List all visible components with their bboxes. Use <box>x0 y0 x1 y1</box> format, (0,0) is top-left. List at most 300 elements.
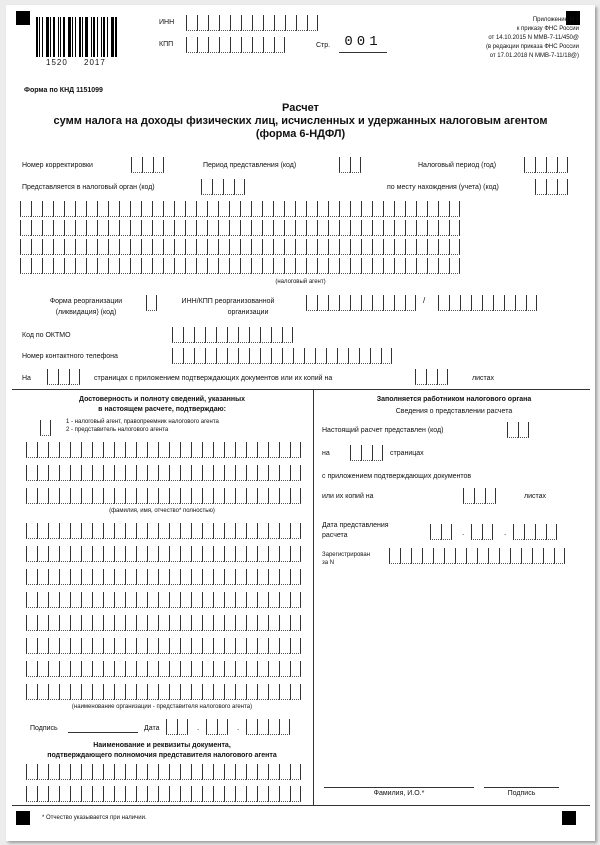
input-cell[interactable] <box>216 327 227 343</box>
input-cell[interactable] <box>213 546 224 562</box>
input-cell[interactable] <box>257 465 268 481</box>
doc-row[interactable] <box>26 764 301 780</box>
input-cell[interactable] <box>37 764 48 780</box>
period-cells[interactable] <box>339 157 361 173</box>
input-cell[interactable] <box>48 523 59 539</box>
input-cell[interactable] <box>235 488 246 504</box>
input-cell[interactable] <box>383 239 394 255</box>
input-cell[interactable] <box>108 258 119 274</box>
input-cell[interactable] <box>218 239 229 255</box>
input-cell[interactable] <box>103 684 114 700</box>
input-cell[interactable] <box>252 15 263 31</box>
input-cell[interactable] <box>136 465 147 481</box>
input-cell[interactable] <box>136 661 147 677</box>
input-cell[interactable] <box>268 786 279 802</box>
input-cell[interactable] <box>224 488 235 504</box>
input-cell[interactable] <box>48 592 59 608</box>
input-cell[interactable] <box>191 786 202 802</box>
input-cell[interactable] <box>119 258 130 274</box>
input-cell[interactable] <box>295 220 306 236</box>
input-cell[interactable] <box>20 258 31 274</box>
input-cell[interactable] <box>235 546 246 562</box>
input-cell[interactable] <box>557 157 568 173</box>
input-cell[interactable] <box>48 638 59 654</box>
input-cell[interactable] <box>48 764 59 780</box>
input-cell[interactable] <box>405 220 416 236</box>
input-cell[interactable] <box>361 295 372 311</box>
input-cell[interactable] <box>251 220 262 236</box>
org-name-row[interactable] <box>26 592 301 608</box>
sign-date-month[interactable] <box>206 719 228 735</box>
input-cell[interactable] <box>557 179 568 195</box>
input-cell[interactable] <box>70 546 81 562</box>
input-cell[interactable] <box>279 786 290 802</box>
input-cell[interactable] <box>350 445 361 461</box>
input-cell[interactable] <box>246 661 257 677</box>
input-cell[interactable] <box>48 442 59 458</box>
input-cell[interactable] <box>240 239 251 255</box>
input-cell[interactable] <box>449 201 460 217</box>
signer-type-cell[interactable] <box>40 420 51 436</box>
input-cell[interactable] <box>169 764 180 780</box>
input-cell[interactable] <box>273 220 284 236</box>
input-cell[interactable] <box>279 592 290 608</box>
input-cell[interactable] <box>180 638 191 654</box>
input-cell[interactable] <box>224 546 235 562</box>
correction-cells[interactable] <box>131 157 164 173</box>
input-cell[interactable] <box>361 220 372 236</box>
input-cell[interactable] <box>147 592 158 608</box>
input-cell[interactable] <box>230 15 241 31</box>
input-cell[interactable] <box>279 719 290 735</box>
input-cell[interactable] <box>158 465 169 481</box>
input-cell[interactable] <box>238 327 249 343</box>
input-cell[interactable] <box>180 523 191 539</box>
input-cell[interactable] <box>70 615 81 631</box>
input-cell[interactable] <box>474 488 485 504</box>
input-cell[interactable] <box>158 523 169 539</box>
input-cell[interactable] <box>114 786 125 802</box>
input-cell[interactable] <box>141 239 152 255</box>
input-cell[interactable] <box>125 442 136 458</box>
input-cell[interactable] <box>212 179 223 195</box>
input-cell[interactable] <box>26 615 37 631</box>
input-cell[interactable] <box>205 348 216 364</box>
input-cell[interactable] <box>169 442 180 458</box>
input-cell[interactable] <box>153 157 164 173</box>
input-cell[interactable] <box>147 684 158 700</box>
reg-number-cells[interactable] <box>389 548 565 564</box>
input-cell[interactable] <box>169 684 180 700</box>
input-cell[interactable] <box>125 615 136 631</box>
input-cell[interactable] <box>438 239 449 255</box>
input-cell[interactable] <box>180 786 191 802</box>
input-cell[interactable] <box>20 201 31 217</box>
input-cell[interactable] <box>169 569 180 585</box>
input-cell[interactable] <box>246 465 257 481</box>
input-cell[interactable] <box>158 488 169 504</box>
input-cell[interactable] <box>271 348 282 364</box>
input-cell[interactable] <box>466 548 477 564</box>
input-cell[interactable] <box>26 523 37 539</box>
input-cell[interactable] <box>235 684 246 700</box>
input-cell[interactable] <box>191 546 202 562</box>
input-cell[interactable] <box>554 548 565 564</box>
doc-row[interactable] <box>26 786 301 802</box>
input-cell[interactable] <box>216 348 227 364</box>
input-cell[interactable] <box>194 348 205 364</box>
input-cell[interactable] <box>240 201 251 217</box>
input-cell[interactable] <box>147 615 158 631</box>
input-cell[interactable] <box>180 488 191 504</box>
input-cell[interactable] <box>146 295 157 311</box>
org-name-row[interactable] <box>26 684 301 700</box>
input-cell[interactable] <box>304 348 315 364</box>
input-cell[interactable] <box>279 546 290 562</box>
input-cell[interactable] <box>158 442 169 458</box>
input-cell[interactable] <box>268 638 279 654</box>
input-cell[interactable] <box>295 239 306 255</box>
input-cell[interactable] <box>186 37 197 53</box>
input-cell[interactable] <box>477 548 488 564</box>
input-cell[interactable] <box>191 523 202 539</box>
input-cell[interactable] <box>262 220 273 236</box>
input-cell[interactable] <box>152 258 163 274</box>
input-cell[interactable] <box>108 220 119 236</box>
input-cell[interactable] <box>92 488 103 504</box>
input-cell[interactable] <box>81 488 92 504</box>
input-cell[interactable] <box>136 442 147 458</box>
input-cell[interactable] <box>524 524 535 540</box>
input-cell[interactable] <box>108 239 119 255</box>
input-cell[interactable] <box>136 592 147 608</box>
input-cell[interactable] <box>510 548 521 564</box>
input-cell[interactable] <box>75 239 86 255</box>
input-cell[interactable] <box>81 638 92 654</box>
input-cell[interactable] <box>427 239 438 255</box>
input-cell[interactable] <box>279 764 290 780</box>
org-name-row[interactable] <box>26 661 301 677</box>
input-cell[interactable] <box>485 488 496 504</box>
org-name-row[interactable] <box>26 638 301 654</box>
input-cell[interactable] <box>158 569 169 585</box>
input-cell[interactable] <box>218 201 229 217</box>
input-cell[interactable] <box>268 661 279 677</box>
input-cell[interactable] <box>405 258 416 274</box>
input-cell[interactable] <box>285 15 296 31</box>
input-cell[interactable] <box>246 569 257 585</box>
input-cell[interactable] <box>235 569 246 585</box>
input-cell[interactable] <box>290 592 301 608</box>
input-cell[interactable] <box>317 220 328 236</box>
input-cell[interactable] <box>223 179 234 195</box>
input-cell[interactable] <box>114 592 125 608</box>
input-cell[interactable] <box>234 179 245 195</box>
input-cell[interactable] <box>26 442 37 458</box>
input-cell[interactable] <box>268 546 279 562</box>
input-cell[interactable] <box>279 615 290 631</box>
input-cell[interactable] <box>328 258 339 274</box>
input-cell[interactable] <box>268 465 279 481</box>
input-cell[interactable] <box>147 523 158 539</box>
input-cell[interactable] <box>441 524 452 540</box>
input-cell[interactable] <box>482 295 493 311</box>
input-cell[interactable] <box>257 764 268 780</box>
input-cell[interactable] <box>224 465 235 481</box>
input-cell[interactable] <box>37 442 48 458</box>
input-cell[interactable] <box>290 465 301 481</box>
input-cell[interactable] <box>31 220 42 236</box>
input-cell[interactable] <box>119 239 130 255</box>
input-cell[interactable] <box>207 220 218 236</box>
input-cell[interactable] <box>246 638 257 654</box>
input-cell[interactable] <box>394 220 405 236</box>
input-cell[interactable] <box>64 239 75 255</box>
input-cell[interactable] <box>180 465 191 481</box>
input-cell[interactable] <box>394 295 405 311</box>
input-cell[interactable] <box>172 327 183 343</box>
input-cell[interactable] <box>224 523 235 539</box>
input-cell[interactable] <box>279 488 290 504</box>
input-cell[interactable] <box>213 592 224 608</box>
input-cell[interactable] <box>257 546 268 562</box>
input-cell[interactable] <box>114 546 125 562</box>
input-cell[interactable] <box>416 258 427 274</box>
input-cell[interactable] <box>337 348 348 364</box>
input-cell[interactable] <box>172 348 183 364</box>
input-cell[interactable] <box>81 764 92 780</box>
input-cell[interactable] <box>433 548 444 564</box>
input-cell[interactable] <box>205 327 216 343</box>
input-cell[interactable] <box>268 764 279 780</box>
input-cell[interactable] <box>455 548 466 564</box>
input-cell[interactable] <box>26 764 37 780</box>
input-cell[interactable] <box>103 488 114 504</box>
input-cell[interactable] <box>169 592 180 608</box>
input-cell[interactable] <box>92 546 103 562</box>
input-cell[interactable] <box>202 569 213 585</box>
input-cell[interactable] <box>92 661 103 677</box>
input-cell[interactable] <box>518 422 529 438</box>
input-cell[interactable] <box>328 220 339 236</box>
input-cell[interactable] <box>169 465 180 481</box>
input-cell[interactable] <box>229 220 240 236</box>
input-cell[interactable] <box>224 764 235 780</box>
input-cell[interactable] <box>103 442 114 458</box>
input-cell[interactable] <box>268 523 279 539</box>
input-cell[interactable] <box>350 201 361 217</box>
input-cell[interactable] <box>75 201 86 217</box>
input-cell[interactable] <box>81 592 92 608</box>
input-cell[interactable] <box>213 442 224 458</box>
input-cell[interactable] <box>75 258 86 274</box>
input-cell[interactable] <box>290 764 301 780</box>
input-cell[interactable] <box>230 37 241 53</box>
input-cell[interactable] <box>546 157 557 173</box>
input-cell[interactable] <box>240 220 251 236</box>
input-cell[interactable] <box>166 719 177 735</box>
input-cell[interactable] <box>317 258 328 274</box>
input-cell[interactable] <box>306 220 317 236</box>
input-cell[interactable] <box>268 569 279 585</box>
input-cell[interactable] <box>163 258 174 274</box>
input-cell[interactable] <box>114 488 125 504</box>
input-cell[interactable] <box>37 638 48 654</box>
input-cell[interactable] <box>235 442 246 458</box>
input-cell[interactable] <box>268 719 279 735</box>
input-cell[interactable] <box>257 786 268 802</box>
input-cell[interactable] <box>59 638 70 654</box>
input-cell[interactable] <box>268 684 279 700</box>
input-cell[interactable] <box>422 548 433 564</box>
input-cell[interactable] <box>48 661 59 677</box>
input-cell[interactable] <box>191 465 202 481</box>
input-cell[interactable] <box>97 258 108 274</box>
input-cell[interactable] <box>59 764 70 780</box>
input-cell[interactable] <box>86 239 97 255</box>
input-cell[interactable] <box>125 661 136 677</box>
input-cell[interactable] <box>92 592 103 608</box>
input-cell[interactable] <box>535 157 546 173</box>
org-name-row[interactable] <box>26 523 301 539</box>
input-cell[interactable] <box>535 524 546 540</box>
input-cell[interactable] <box>416 239 427 255</box>
input-cell[interactable] <box>339 295 350 311</box>
input-cell[interactable] <box>37 465 48 481</box>
input-cell[interactable] <box>449 258 460 274</box>
input-cell[interactable] <box>427 201 438 217</box>
input-cell[interactable] <box>37 592 48 608</box>
input-cell[interactable] <box>260 327 271 343</box>
input-cell[interactable] <box>361 201 372 217</box>
input-cell[interactable] <box>394 201 405 217</box>
input-cell[interactable] <box>279 465 290 481</box>
input-cell[interactable] <box>158 546 169 562</box>
input-cell[interactable] <box>372 258 383 274</box>
input-cell[interactable] <box>92 638 103 654</box>
input-cell[interactable] <box>125 546 136 562</box>
input-cell[interactable] <box>202 764 213 780</box>
input-cell[interactable] <box>274 37 285 53</box>
input-cell[interactable] <box>103 592 114 608</box>
input-cell[interactable] <box>86 258 97 274</box>
agent-name-row[interactable] <box>20 258 460 274</box>
input-cell[interactable] <box>438 258 449 274</box>
input-cell[interactable] <box>70 684 81 700</box>
input-cell[interactable] <box>290 488 301 504</box>
input-cell[interactable] <box>20 239 31 255</box>
input-cell[interactable] <box>235 523 246 539</box>
input-cell[interactable] <box>158 764 169 780</box>
input-cell[interactable] <box>59 465 70 481</box>
input-cell[interactable] <box>70 569 81 585</box>
input-cell[interactable] <box>213 465 224 481</box>
input-cell[interactable] <box>142 157 153 173</box>
input-cell[interactable] <box>201 179 212 195</box>
input-cell[interactable] <box>290 661 301 677</box>
input-cell[interactable] <box>257 592 268 608</box>
input-cell[interactable] <box>257 488 268 504</box>
input-cell[interactable] <box>515 295 526 311</box>
input-cell[interactable] <box>53 239 64 255</box>
input-cell[interactable] <box>411 548 422 564</box>
input-cell[interactable] <box>295 201 306 217</box>
org-name-row[interactable] <box>26 546 301 562</box>
input-cell[interactable] <box>224 661 235 677</box>
input-cell[interactable] <box>48 786 59 802</box>
input-cell[interactable] <box>400 548 411 564</box>
input-cell[interactable] <box>147 661 158 677</box>
input-cell[interactable] <box>158 661 169 677</box>
input-cell[interactable] <box>268 442 279 458</box>
input-cell[interactable] <box>37 523 48 539</box>
input-cell[interactable] <box>92 786 103 802</box>
input-cell[interactable] <box>224 569 235 585</box>
agent-name-row[interactable] <box>20 220 460 236</box>
input-cell[interactable] <box>114 615 125 631</box>
input-cell[interactable] <box>350 258 361 274</box>
input-cell[interactable] <box>252 37 263 53</box>
input-cell[interactable] <box>191 592 202 608</box>
input-cell[interactable] <box>381 348 392 364</box>
input-cell[interactable] <box>197 37 208 53</box>
input-cell[interactable] <box>444 548 455 564</box>
input-cell[interactable] <box>350 239 361 255</box>
input-cell[interactable] <box>75 220 86 236</box>
input-cell[interactable] <box>37 661 48 677</box>
input-cell[interactable] <box>279 684 290 700</box>
input-cell[interactable] <box>268 488 279 504</box>
input-cell[interactable] <box>103 569 114 585</box>
input-cell[interactable] <box>169 615 180 631</box>
input-cell[interactable] <box>257 523 268 539</box>
input-cell[interactable] <box>543 548 554 564</box>
input-cell[interactable] <box>97 201 108 217</box>
input-cell[interactable] <box>152 201 163 217</box>
input-cell[interactable] <box>279 638 290 654</box>
input-cell[interactable] <box>262 258 273 274</box>
input-cell[interactable] <box>279 661 290 677</box>
input-cell[interactable] <box>383 220 394 236</box>
input-cell[interactable] <box>208 37 219 53</box>
input-cell[interactable] <box>449 295 460 311</box>
input-cell[interactable] <box>213 615 224 631</box>
input-cell[interactable] <box>262 239 273 255</box>
input-cell[interactable] <box>482 524 493 540</box>
input-cell[interactable] <box>488 548 499 564</box>
input-cell[interactable] <box>48 546 59 562</box>
input-cell[interactable] <box>290 523 301 539</box>
input-cell[interactable] <box>416 201 427 217</box>
input-cell[interactable] <box>103 786 114 802</box>
input-cell[interactable] <box>81 684 92 700</box>
input-cell[interactable] <box>235 615 246 631</box>
input-cell[interactable] <box>196 239 207 255</box>
input-cell[interactable] <box>136 684 147 700</box>
input-cell[interactable] <box>438 295 449 311</box>
input-cell[interactable] <box>141 201 152 217</box>
input-cell[interactable] <box>293 348 304 364</box>
input-cell[interactable] <box>69 369 80 385</box>
input-cell[interactable] <box>53 220 64 236</box>
right-sign-line[interactable] <box>484 787 559 788</box>
input-cell[interactable] <box>20 220 31 236</box>
input-cell[interactable] <box>290 442 301 458</box>
input-cell[interactable] <box>191 638 202 654</box>
input-cell[interactable] <box>92 764 103 780</box>
input-cell[interactable] <box>317 295 328 311</box>
input-cell[interactable] <box>180 661 191 677</box>
